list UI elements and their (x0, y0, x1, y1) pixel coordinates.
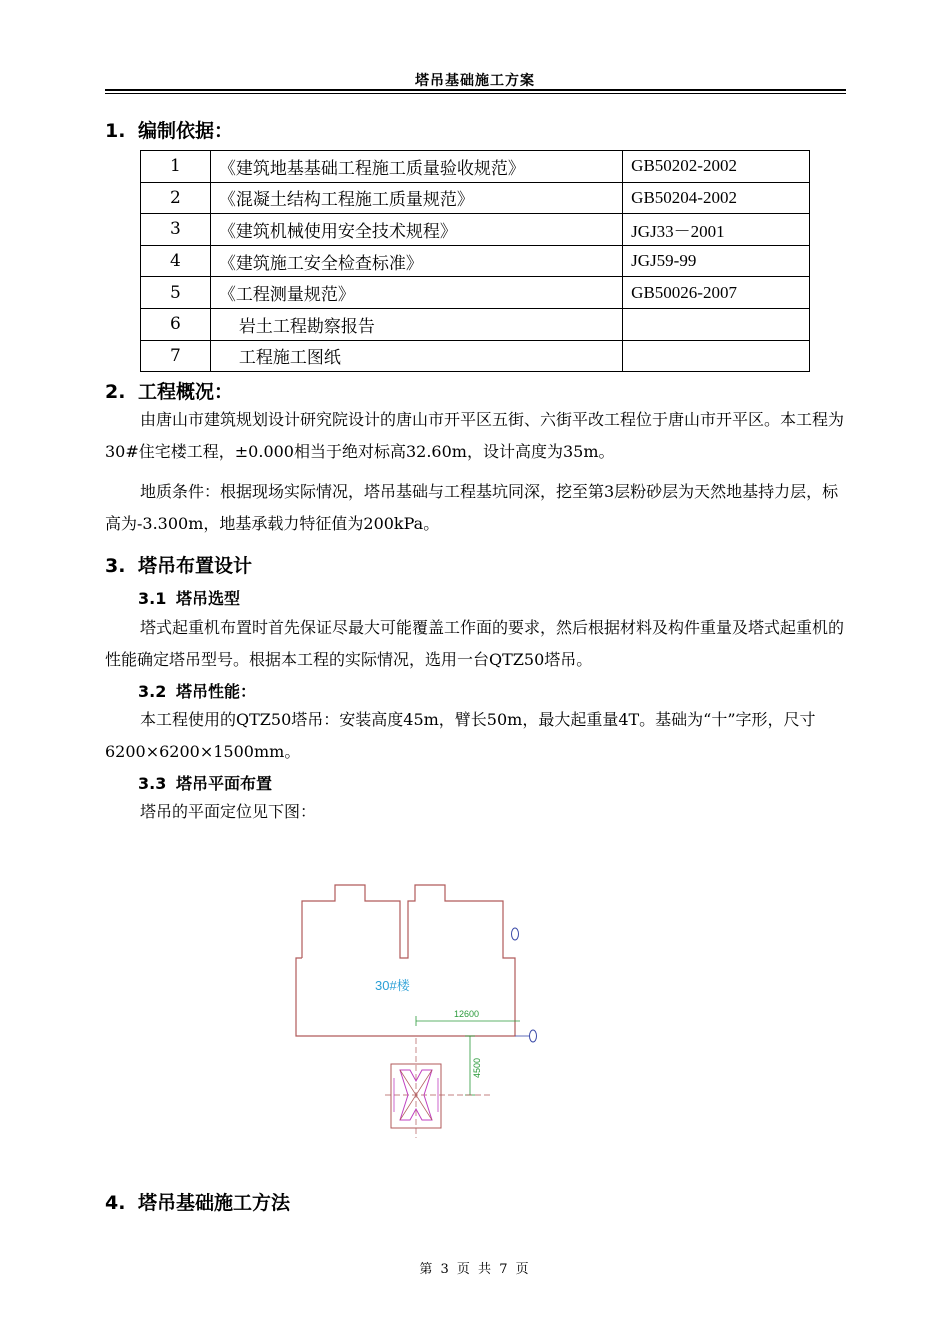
standard-name: 《建筑施工安全检查标准》 (210, 245, 622, 277)
dimension-vertical-label: 4500 (472, 1057, 482, 1078)
section-2-heading (105, 377, 233, 404)
crane-foundation (385, 1038, 490, 1138)
row-number: 3 (141, 214, 211, 246)
standard-name: 岩土工程勘察报告 (210, 308, 622, 340)
row-number: 2 (141, 182, 211, 214)
overview-paragraph: 由唐山市建筑规划设计研究院设计的唐山市开平区五街、六街平改工程位于唐山市开平区。本工程为30#住宅楼工程，±0.000相当于绝对标高32.60m，设计高度为35m。 (105, 410, 845, 461)
building-outline (303, 888, 516, 1138)
standard-name: 《混凝土结构工程施工质量规范》 (210, 182, 622, 214)
standard-code: GB50026-2007 (623, 277, 810, 309)
axis-bubble-icon (530, 1030, 537, 1042)
subsection-3-2-heading (138, 679, 256, 702)
standard-name: 《建筑机械使用安全技术规程》 (210, 214, 622, 246)
row-number: 1 (141, 151, 211, 183)
table-row (141, 340, 810, 372)
header-rule (105, 89, 846, 91)
standard-code: GB50202-2002 (623, 151, 810, 183)
geology-paragraph: 地质条件：根据现场实际情况，塔吊基础与工程基坑同深，挖至第3层粉砂层为天然地基持力层，标高为-3.300m，地基承载力特征值为200kPa。 (105, 482, 839, 533)
table-row (141, 245, 810, 277)
subsection-3-3-heading (138, 771, 272, 794)
standard-name: 《建筑地基基础工程施工质量验收规范》 (210, 151, 622, 183)
crane-selection-paragraph: 塔式起重机布置时首先保证尽最大可能覆盖工作面的要求，然后根据材料及构件重量及塔式起重机的性能确定塔吊型号。根据本工程的实际情况，选用一台QTZ50塔吊。 (105, 618, 845, 669)
crane-performance-paragraph: 本工程使用的QTZ50塔吊：安装高度45m，臂长50m，最大起重量4T。基础为“十”字形，尺寸6200×6200×1500mm。 (105, 710, 816, 761)
subsection-3-1-heading (138, 586, 240, 609)
page-header-title: 塔吊基础施工方案 (415, 73, 535, 89)
standard-code (623, 340, 810, 372)
subsection-title: 塔吊性能： (176, 682, 257, 701)
building-outline (302, 885, 508, 958)
header-rule (105, 93, 846, 94)
standard-name: 《工程测量规范》 (210, 277, 622, 309)
row-number: 5 (141, 277, 211, 309)
section-number: 3. (105, 555, 126, 577)
subsection-title: 塔吊选型 (176, 589, 241, 608)
building-outline (296, 958, 515, 1036)
table-row (141, 214, 810, 246)
section-1-heading (105, 116, 233, 143)
building-label: 30#楼 (375, 978, 410, 993)
standard-code (623, 308, 810, 340)
row-number: 7 (141, 340, 211, 372)
subsection-number: 3.1 (138, 589, 167, 608)
reference-table (140, 150, 810, 372)
standard-name: 工程施工图纸 (210, 340, 622, 372)
crane-plan-drawing (290, 878, 550, 1138)
standard-code: JGJ33－2001 (623, 214, 810, 246)
row-number: 4 (141, 245, 211, 277)
section-title: 编制依据： (138, 120, 234, 142)
subsection-number: 3.2 (138, 682, 167, 701)
section-title: 塔吊布置设计 (138, 555, 253, 577)
section-title: 工程概况： (138, 381, 234, 403)
section-title: 塔吊基础施工方法 (138, 1192, 291, 1214)
page-footer: 第 3 页 共 7 页 (419, 1262, 531, 1277)
table-row (141, 151, 810, 183)
section-number: 4. (105, 1192, 126, 1214)
standard-code: GB50204-2002 (623, 182, 810, 214)
table-row (141, 182, 810, 214)
section-number: 2. (105, 381, 126, 403)
table-row (141, 308, 810, 340)
section-4-heading (105, 1188, 290, 1215)
plan-layout-paragraph: 塔吊的平面定位见下图： (140, 802, 317, 821)
axis-bubble-icon (512, 928, 519, 940)
section-3-heading (105, 551, 252, 578)
row-number: 6 (141, 308, 211, 340)
table-row (141, 277, 810, 309)
standard-code: JGJ59-99 (623, 245, 810, 277)
subsection-number: 3.3 (138, 774, 167, 793)
subsection-title: 塔吊平面布置 (176, 774, 273, 793)
section-number: 1. (105, 120, 126, 142)
dimension-horizontal-label: 12600 (454, 1009, 480, 1019)
